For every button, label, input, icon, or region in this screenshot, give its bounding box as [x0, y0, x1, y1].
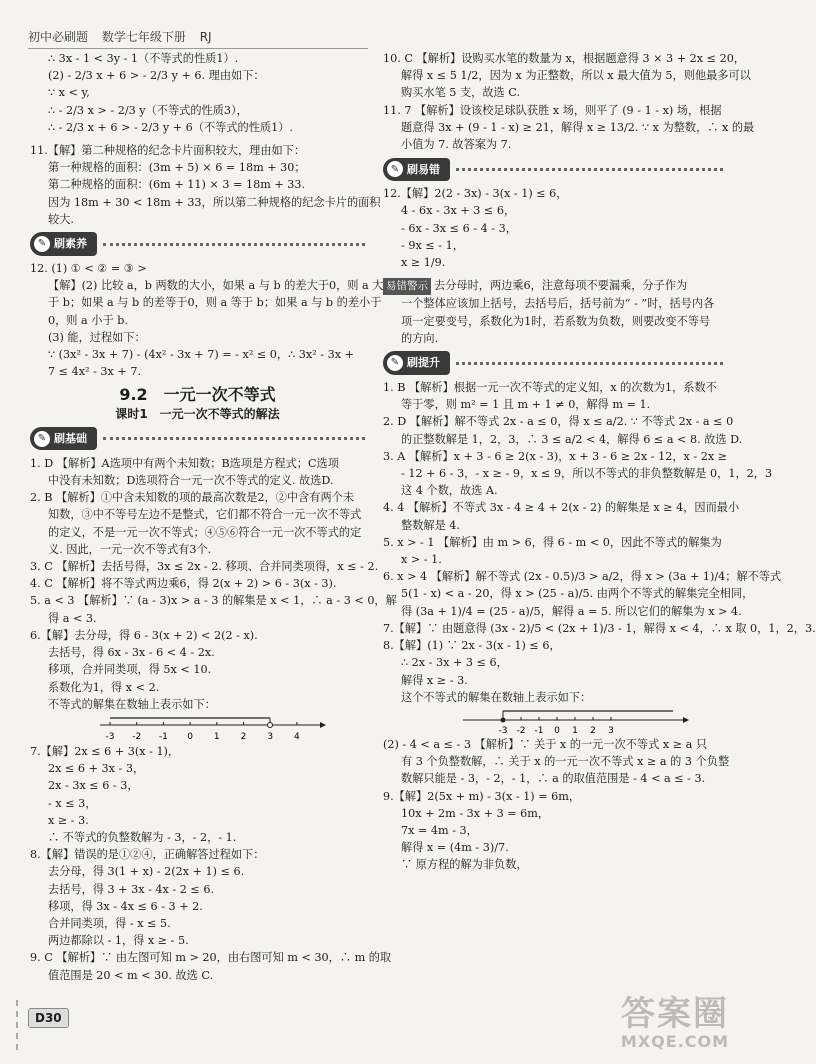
- section-badge: [383, 158, 450, 181]
- text-line: 2x ≤ 6 + 3x - 3，: [48, 762, 145, 776]
- text-line: 7.【解】2x ≤ 6 + 3(x - 1)，: [30, 744, 180, 758]
- text-line: 值范围是 20 < m < 30. 故选 C.: [48, 968, 214, 982]
- text-line: - 9x ≤ - 1，: [401, 238, 464, 252]
- brush-icon: ✎: [34, 431, 50, 447]
- text-line: 去分母，得 3(1 + x) - 2(2x + 1) ≤ 6.: [48, 865, 245, 879]
- tick-label: 3: [608, 725, 614, 736]
- text-line: 义. 因此，一元一次不等式有3个.: [48, 542, 212, 556]
- brush-icon: ✎: [34, 236, 50, 252]
- section-label: 刷提升: [407, 356, 440, 370]
- section-label: 刷基础: [54, 432, 87, 446]
- text-line: 6. x > 4 【解析】解不等式 (2x - 0.5)/3 > a/2，得 x > (3a + 1)/4；解不等式: [383, 570, 782, 584]
- text-line: ∴ 不等式的负整数解为 - 3，- 2，- 1.: [48, 830, 237, 844]
- text-line: 8.【解】错误的是①②④，正确解答过程如下：: [30, 848, 265, 862]
- section-label: 刷易错: [407, 162, 440, 176]
- text-line: x > - 1.: [401, 553, 442, 567]
- section-badge: [30, 232, 97, 255]
- text-line: (2) - 4 < a ≤ - 3 【解析】∵ 关于 x 的一元一次不等式 x ≥ a 只: [383, 737, 708, 751]
- tick-label: 2: [590, 725, 596, 736]
- tick-label: -2: [132, 731, 142, 742]
- text-line: 不等式的解集在数轴上表示如下：: [48, 697, 216, 711]
- text-line: 系数化为1，得 x < 2.: [48, 680, 160, 694]
- text-line: 0，则 a 小于 b.: [48, 313, 128, 327]
- text-line: 11. 7 【解析】设该校足球队获胜 x 场，则平了 (9 - 1 - x) 场，根据: [383, 103, 722, 117]
- text-line: 的正整数解是 1，2，3，∴ 3 ≤ a/2 < 4，解得 6 ≤ a < 8. 故选 D.: [401, 432, 743, 446]
- text-line: 5. a < 3 【解析】∵ (a - 3)x > a - 3 的解集是 x < 1，∴ a - 3 < 0，解: [30, 594, 397, 608]
- tick-label: -3: [105, 731, 115, 742]
- text-line: 数解只能是 - 3，- 2，- 1，∴ a 的取值范围是 - 4 < a ≤ - 3.: [401, 772, 706, 786]
- dotted-divider: [103, 437, 365, 440]
- section-header-yicuo: [383, 157, 723, 181]
- text-line: x ≥ 1/9.: [401, 256, 446, 270]
- text-line: ∴ - 2/3 x + 6 > - 2/3 y + 6（不等式的性质1）.: [48, 120, 293, 134]
- text-line: 得 (3a + 1)/4 = (25 - a)/5，解得 a = 5. 所以它们的解集为 x > 4.: [401, 604, 742, 618]
- text-line: 有 3 个负整数解，∴ 关于 x 的一元一次不等式 x ≥ a 的 3 个负整: [401, 755, 730, 769]
- text-line: (3) 能，过程如下：: [48, 330, 146, 344]
- text-line: 等于零，则 m² = 1 且 m + 1 ≠ 0，解得 m = 1.: [401, 398, 651, 412]
- text-line: x ≥ - 3.: [48, 813, 89, 827]
- header-series: 初中必刷题: [28, 30, 89, 44]
- number-line-2: [383, 706, 723, 736]
- text-line: 9. C 【解析】∵ 由左图可知 m > 20，由右图可知 m < 30，∴ m 的取: [30, 951, 392, 965]
- arrow-icon: [683, 717, 689, 723]
- chapter-title: 9.2 一元一次不等式: [119, 385, 276, 405]
- text-line: 购买水笔 5 支，故选 C.: [401, 86, 521, 100]
- warning-line: [383, 277, 723, 295]
- text-line: 两边都除以 - 1，得 x ≥ - 5.: [48, 934, 189, 948]
- tick-label: 4: [294, 731, 300, 742]
- text-line: 移项，合并同类项，得 5x < 10.: [48, 663, 212, 677]
- header-edition: RJ: [199, 30, 212, 44]
- section-badge: [383, 351, 450, 374]
- text-line: 3. A 【解析】x + 3 - 6 ≥ 2(x - 3)，x + 3 - 6 ≥ 2x - 12，x - 2x ≥: [383, 449, 728, 463]
- page-number: D30: [28, 1008, 69, 1028]
- tick-label: 1: [572, 725, 578, 736]
- text-line: ∴ 3x - 1 < 3y - 1（不等式的性质1）.: [48, 52, 239, 65]
- text-line: ∵ x < y,: [48, 86, 90, 100]
- text-line: 1. B 【解析】根据一元一次不等式的定义知，x 的次数为1，系数不: [383, 381, 717, 395]
- text-line: 小值为 7. 故答案为 7.: [401, 138, 512, 152]
- number-line-svg: [383, 706, 713, 736]
- text-line: ∵ 原方程的解为非负数，: [401, 858, 528, 872]
- text-line: 5(1 - x) < a - 20，得 x > (25 - a)/5. 由两个不等式的解集完全相同，: [401, 587, 754, 601]
- right-column: [383, 50, 816, 874]
- brush-icon: ✎: [387, 161, 403, 177]
- text-line: (2) - 2/3 x + 6 > - 2/3 y + 6. 理由如下：: [48, 69, 265, 83]
- watermark-domain: MXQE.COM: [620, 1032, 730, 1051]
- text-line: 12. (1) ① < ② = ③ >: [30, 262, 147, 276]
- dotted-divider: [103, 243, 365, 246]
- arrow-icon: [320, 722, 326, 728]
- margin-dash: [16, 1000, 20, 1050]
- text-line: 这个不等式的解集在数轴上表示如下：: [401, 690, 592, 704]
- dotted-divider: [456, 168, 723, 171]
- text-line: ∴ - 2/3 x > - 2/3 y（不等式的性质3），: [48, 103, 248, 117]
- text-line: 7 ≤ 4x² - 3x + 7.: [48, 365, 141, 379]
- text-line: 10. C 【解析】设购买水笔的数量为 x，根据题意得 3 × 3 + 2x ≤ 20，: [383, 52, 745, 65]
- brush-icon: ✎: [387, 355, 403, 371]
- tick-label: 0: [554, 725, 560, 736]
- text-line: 9.【解】2(5x + m) - 3(x - 1) = 6m，: [383, 789, 581, 803]
- section-header-tisheng: [383, 351, 723, 375]
- text-line: 因为 18m + 30 < 18m + 33，所以第二种规格的纪念卡片的面积: [48, 195, 381, 209]
- tick-label: 0: [187, 731, 193, 742]
- text-line: ∵ (3x² - 3x + 7) - (4x² - 3x + 7) = - x² ≤ 0，∴ 3x² - 3x +: [48, 348, 354, 362]
- section-label: 刷素养: [54, 237, 87, 251]
- text-line: 去括号，得 6x - 3x - 6 < 4 - 2x.: [48, 646, 215, 660]
- text-line: 10x + 2m - 3x + 3 = 6m，: [401, 806, 550, 820]
- text-line: 中没有未知数；D选项符合一元一次不等式的定义. 故选D.: [48, 474, 334, 488]
- running-header: [28, 28, 368, 49]
- text-line: 合并同类项，得 - x ≤ 5.: [48, 916, 171, 930]
- text-line: 7x = 4m - 3，: [401, 823, 478, 837]
- text-line: 这 4 个数，故选 A.: [401, 484, 498, 498]
- text-line: 得 a < 3.: [48, 611, 97, 625]
- text-line: 2. B 【解析】①中含未知数的项的最高次数是2，②中含有两个未: [30, 491, 355, 505]
- watermark-text: 答案圈: [621, 994, 729, 1034]
- warning-text: 去分母时，两边乘6，注意每项不要漏乘，分子作为: [434, 279, 688, 293]
- text-line: 1. D 【解析】A选项中有两个未知数；B选项是方程式；C选项: [30, 456, 339, 470]
- text-line: 4. C 【解析】将不等式两边乘6，得 2(x + 2) > 6 - 3(x - 3).: [30, 577, 337, 591]
- number-line-1: [30, 713, 365, 743]
- tick-label: -1: [158, 731, 168, 742]
- section-badge: [30, 427, 97, 450]
- tick-label: 3: [267, 731, 274, 742]
- dotted-divider: [456, 362, 723, 365]
- text-line: 4. 4 【解析】不等式 3x - 4 ≥ 4 + 2(x - 2) 的解集是 x ≥ 4，因而最小: [383, 501, 740, 515]
- text-line: 项一定要变号，系数化为1时，若系数为负数，则要改变不等号: [401, 314, 711, 328]
- watermark-logo: [605, 995, 745, 1057]
- text-line: 的定义，不是一元一次不等式；④⑤⑥符合一元一次不等式的定: [48, 525, 362, 539]
- section-header-jichu: [30, 427, 365, 451]
- text-line: 2x - 3x ≤ 6 - 3，: [48, 779, 139, 793]
- text-line: 6.【解】去分母，得 6 - 3(x + 2) < 2(2 - x).: [30, 628, 258, 642]
- closed-circle: [501, 717, 506, 722]
- tick-label: 1: [213, 731, 220, 742]
- text-line: 4 - 6x - 3x + 3 ≤ 6，: [401, 204, 516, 218]
- tick-label: -3: [498, 725, 508, 736]
- text-line: 【解】(2) 比较 a，b 两数的大小，如果 a 与 b 的差大于0，则 a 大: [48, 279, 384, 293]
- text-line: 解得 x ≥ - 3.: [401, 673, 468, 687]
- text-line: 7.【解】∵ 由题意得 (3x - 2)/5 < (2x + 1)/3 - 1，解得 x < 4，∴ x 取 0，1，2，3.: [383, 621, 816, 635]
- text-line: - x ≤ 3，: [48, 796, 97, 810]
- tick-label: -2: [516, 725, 526, 736]
- open-circle: [268, 722, 273, 727]
- text-line: 解得 x = (4m - 3)/7.: [401, 841, 509, 855]
- number-line-svg: [30, 713, 350, 743]
- text-line: 解得 x ≤ 5 1/2，因为 x 为正整数，所以 x 最大值为 5，则他最多可以: [401, 69, 751, 83]
- text-line: 知数，③中不等号左边不是整式，它们都不符合一元一次不等式: [48, 508, 362, 522]
- lesson-title: 课时1 一元一次不等式的解法: [115, 406, 280, 421]
- text-line: 3. C 【解析】去括号得，3x ≤ 2x - 2. 移项、合并同类项得，x ≤ - 2.: [30, 560, 379, 574]
- text-line: 一个整体应该加上括号，去括号后，括号前为“ - ”时，括号内各: [401, 297, 715, 311]
- text-line: - 12 + 6 - 3，- x ≥ - 9，x ≤ 9，所以不等式的非负整数解是 0，1，2，3: [401, 467, 773, 481]
- text-line: 5. x > - 1 【解析】由 m > 6，得 6 - m < 0，因此不等式的解集为: [383, 535, 722, 549]
- tick-label: 2: [240, 731, 247, 742]
- text-line: 较大.: [48, 212, 74, 226]
- tick-label: -1: [534, 725, 544, 736]
- text-line: 整数解是 4.: [401, 518, 460, 532]
- section-header-suyang: [30, 232, 365, 256]
- text-line: 11.【解】第二种规格的纪念卡片面积较大，理由如下：: [30, 144, 306, 158]
- text-line: ∴ 2x - 3x + 3 ≤ 6，: [401, 656, 508, 670]
- text-line: 第一种规格的面积：(3m + 5) × 6 = 18m + 30；: [48, 161, 306, 175]
- text-line: 的方向.: [401, 331, 439, 345]
- text-line: 于 b；如果 a 与 b 的差等于0，则 a 等于 b；如果 a 与 b 的差小于: [48, 296, 382, 310]
- text-line: 题意得 3x + (9 - 1 - x) ≥ 21，解得 x ≥ 13/2. ∵ x 为整数，∴ x 的最: [401, 120, 755, 134]
- text-line: 2. D 【解析】解不等式 2x - a ≤ 0，得 x ≤ a/2. ∵ 不等式 2x - a ≤ 0: [383, 415, 734, 429]
- warning-label: 易错警示: [383, 278, 431, 295]
- text-line: 8.【解】(1) ∵ 2x - 3(x - 1) ≤ 6，: [383, 639, 561, 653]
- text-line: - 6x - 3x ≤ 6 - 4 - 3，: [401, 221, 517, 235]
- text-line: 第二种规格的面积：(6m + 11) × 3 = 18m + 33.: [48, 178, 306, 192]
- text-line: 12.【解】2(2 - 3x) - 3(x - 1) ≤ 6，: [383, 187, 568, 201]
- text-line: 移项，得 3x - 4x ≤ 6 - 3 + 2.: [48, 899, 203, 913]
- header-subject: 数学七年级下册: [101, 30, 186, 44]
- left-column: [30, 50, 397, 984]
- text-line: 去括号，得 3 + 3x - 4x - 2 ≤ 6.: [48, 882, 215, 896]
